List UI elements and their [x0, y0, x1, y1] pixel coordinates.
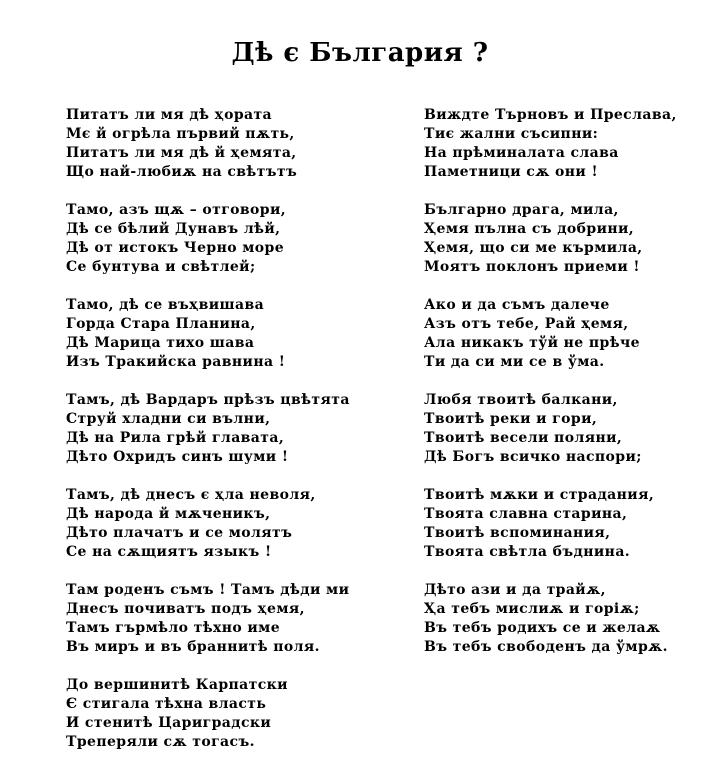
poem-line: Дѣто плачатъ и се молятъ [66, 525, 293, 541]
poem-column-left [66, 106, 396, 771]
stanza [66, 201, 396, 277]
poem-line: Питатъ ли мя дѣ й ҳемята, [66, 145, 297, 161]
poem-line: Тамъ, дѣ Вардаръ прѣзъ цвѣтята [66, 392, 350, 408]
poem-line: Є стигала тѣхна власть [66, 696, 267, 712]
poem-line: Твоитѣ мѫки и страдания, [424, 487, 655, 503]
poem-line: Що най-любиѫ на свѣтътъ [66, 164, 298, 180]
poem-line: Тамо, дѣ се въҳвишава [66, 297, 265, 313]
poem-line: Ҳемя пълна съ добрини, [424, 221, 635, 237]
poem-line: Любя твоитѣ балкани, [424, 392, 618, 408]
stanza [424, 486, 714, 562]
stanza [424, 581, 714, 657]
poem-line: Мє й огрѣла първий пѫть, [66, 126, 295, 142]
poem-line: Виждте Търновъ и Преслава, [424, 107, 677, 123]
stanza [66, 581, 396, 657]
poem-line: Там роденъ съмъ ! Тамъ дѣди ми [66, 582, 350, 598]
poem-line: Дѣ от истокъ Черно море [66, 240, 285, 256]
poem-line: Дѣ на Рила грѣй главата, [66, 430, 285, 446]
poem-line: Се на сѫщиятъ языкъ ! [66, 544, 272, 560]
stanza [424, 106, 714, 182]
poem-line: Азъ отъ тебе, Рай ҳемя, [424, 316, 629, 332]
poem-line: Дѣ Марица тихо шава [66, 335, 255, 351]
poem-line: Тамо, азъ щѫ – отговори, [66, 202, 287, 218]
poem-line: Дѣ се бѣлий Дунавъ лѣй, [66, 221, 281, 237]
stanza [66, 486, 396, 562]
stanza [424, 201, 714, 277]
stanza [66, 106, 396, 182]
poem-line: Дѣто Охридъ синъ шуми ! [66, 449, 289, 465]
poem-line: Ако и да съмъ далече [424, 297, 610, 313]
page-title: Дѣ є България ? [231, 38, 489, 68]
poem-line: Треперяли сѫ тогасъ. [66, 734, 255, 750]
poem-line: Въ тебъ родихъ се и желаѫ [424, 620, 661, 636]
poem-line: Струй хладни си вълни, [66, 411, 271, 427]
poem-line: Твоята славна старина, [424, 506, 628, 522]
poem-line: Въ тебъ свободенъ да ўмрѫ. [424, 639, 668, 655]
poem-line: Дѣ Богъ всичко наспори; [424, 449, 642, 465]
poem-line: Ти да си ми се в ўма. [424, 354, 605, 370]
poem-line: Моятъ поклонъ приеми ! [424, 259, 640, 275]
poem-line: Ҳа тебъ мислиѫ и горіѫ; [424, 601, 640, 617]
stanza [424, 296, 714, 372]
poem-line: Дѣто ази и да трайѫ, [424, 582, 606, 598]
poem-line: Българно драга, мила, [424, 202, 619, 218]
poem-line: На прѣминалата слава [424, 145, 619, 161]
poem-line: Дѣ народа й мѫченикъ, [66, 506, 271, 522]
poem-line: И стенитѣ Цариградски [66, 715, 272, 731]
poem-line: Паметници сѫ они ! [424, 164, 598, 180]
poem-line: Твоята свѣтла бъднина. [424, 544, 631, 560]
poem-line: Питатъ ли мя дѣ ҳората [66, 107, 273, 123]
poem-line: Тамъ, дѣ днесъ є ҳла неволя, [66, 487, 316, 503]
poem-line: Тиє жални съсипни: [424, 126, 599, 142]
poem-line: Изъ Тракийска равнина ! [66, 354, 286, 370]
stanza [66, 676, 396, 752]
poem-line: Тамъ гърмѣло тѣхно име [66, 620, 281, 636]
poem-line: Въ миръ и въ браннитѣ поля. [66, 639, 320, 655]
poem-line: Твоитѣ весели поляни, [424, 430, 623, 446]
poem-line: Се бунтува и свѣтлей; [66, 259, 256, 275]
poem-line: Ҳемя, що си ме кърмила, [424, 240, 643, 256]
stanza [424, 391, 714, 467]
poem-line: Днесъ почиватъ подъ ҳемя, [66, 601, 305, 617]
poem-column-right [424, 106, 714, 676]
poem-line: Твоитѣ реки и гори, [424, 411, 598, 427]
poem-line: До вершинитѣ Карпатски [66, 677, 288, 693]
stanza [66, 296, 396, 372]
poem-line: Ала никакъ тўй не прѣче [424, 335, 640, 351]
poem-line: Горда Стара Планина, [66, 316, 256, 332]
stanza [66, 391, 396, 467]
poem-line: Твоитѣ вспоминания, [424, 525, 611, 541]
